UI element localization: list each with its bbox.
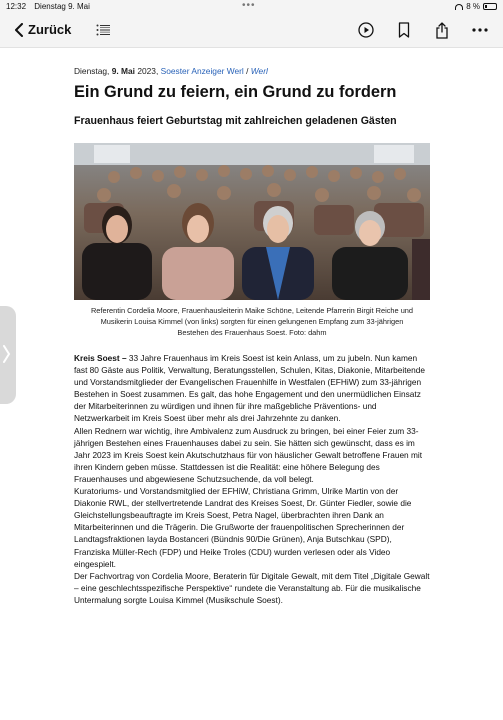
dateline <box>74 64 430 78</box>
dateline-separator: / <box>246 66 249 76</box>
reader-toolbar <box>0 14 503 48</box>
paragraph-4: Der Fachvortrag von Cordelia Moore, Beraterin für Digitale Gewalt, mit dem Titel „Digitale Gewalt – eine geschlechtsspezifische Perspektive“ rundete die Veranstaltung ab. Für die musikalische Untermalung sorgte Louisa Kimmel (Musikschule Soest). <box>74 570 430 605</box>
chevron-left-icon <box>14 23 24 37</box>
paragraph-3: Kuratoriums- und Vorstandsmitglied der EFHiW, Christiana Grimm, Ulrike Martin von der Diakonie RWL, der stellvertretende Landrat des Kreises Soest, Dr. Günter Fiedler, sowie die Gleichstellungsbeauftragte im Kreis Soest, Petra Nagel, überbrachten ihren Dank an Mitarbeiterinnen und die Trägerin. Die Grußworte der frauenpolitischen Sprecherinnen der Landtagsfraktionen Iayda Bostanceri (Bündnis 90/Die Grünen), Anja Butschkau (SPD), Franziska Müller-Rech (FDP) und Heike Troles (CDU) wurden verlesen oder als Video eingespielt. <box>74 486 412 569</box>
play-button[interactable] <box>357 20 375 40</box>
paragraph-2: Allen Rednern war wichtig, ihre Ambivalenz zum Ausdruck zu bringen, bei einer Feier zum 33-jährigen Bestehen eines Frauenhauses dabei zu sein. Sie hätten sich gewünscht, dass es im Jahr 2023 im Kreis Soest kein Akutschutzhaus für von häuslicher Gewalt betroffene Frauen mit ihren Kindern geben müsse. Stattdessen ist die Realität: eine höhere Belegung des Frauenhauses und abgewiesene Schutzsuchende, da voll belegt. <box>74 425 423 484</box>
source-link[interactable]: Soester Anzeiger Werl <box>160 66 244 76</box>
location-link[interactable]: Werl <box>250 66 268 76</box>
status-date: Dienstag 9. Mai <box>34 2 90 11</box>
back-label: Zurück <box>28 22 72 37</box>
date-day: 9. Mai <box>111 66 135 76</box>
battery-percent: 8 % <box>466 2 480 11</box>
headline: Ein Grund zu feiern, ein Grund zu fordern <box>74 83 397 101</box>
bookmark-button[interactable] <box>395 20 413 40</box>
date-year: 2023, <box>137 66 159 76</box>
status-time: 12:32 <box>6 2 27 11</box>
status-bar <box>0 0 503 14</box>
subheadline: Frauenhaus feiert Geburtstag mit zahlreichen geladenen Gästen <box>74 115 397 127</box>
play-icon <box>358 22 374 38</box>
photo-caption: Referentin Cordelia Moore, Frauenhausleiterin Maike Schöne, Leitende Pfarrerin Birgit Reiche und Musikerin Louisa Kimmel (von links) sorgten für einen gelungenen Empfang zum 33-jährigen Bestehen des Frauenhaus Soest. Foto: dahm <box>90 306 414 337</box>
share-button[interactable] <box>433 20 451 40</box>
multitask-dots-icon[interactable]: ••• <box>242 0 256 11</box>
lead-location: Kreis Soest – <box>74 353 127 363</box>
back-button[interactable] <box>14 22 71 37</box>
group-photo-image <box>74 143 430 300</box>
article-body <box>74 352 430 606</box>
share-icon <box>435 22 449 39</box>
date-prefix: Dienstag, <box>74 66 110 76</box>
list-icon[interactable] <box>96 23 110 37</box>
article-header <box>74 64 430 128</box>
more-icon <box>472 28 488 32</box>
wifi-icon <box>455 4 463 10</box>
paragraph-1 <box>74 352 430 425</box>
more-button[interactable] <box>471 20 489 40</box>
chevron-right-icon <box>3 344 11 364</box>
battery-icon <box>483 3 497 10</box>
bookmark-icon <box>398 22 410 38</box>
paragraph-1-text: 33 Jahre Frauenhaus im Kreis Soest ist kein Anlass, um zu jubeln. Nun kamen fast 80 Gäste aus Politik, Verwaltung, Beratungsstellen, Schulen, Kitas, Diakonie, Mitarbeitende und Vorstandsmitglieder der Evangelischen Frauenhilfe in Westfalen (EFHiW) zum 33-jährigen Bestehen in Soest zusammen. Es galt, das hohe Engagement und den unermüdlichen Einsatz der Mitarbeiterinnen zu würdigen und ihnen für ihre maßgebliche Präventions- und Netzwerkarbeit im Kreis Soest über mehr als drei Jahrzehnte zu danken. <box>74 353 425 424</box>
article-photo[interactable] <box>74 143 430 300</box>
side-panel-handle[interactable] <box>0 306 16 404</box>
